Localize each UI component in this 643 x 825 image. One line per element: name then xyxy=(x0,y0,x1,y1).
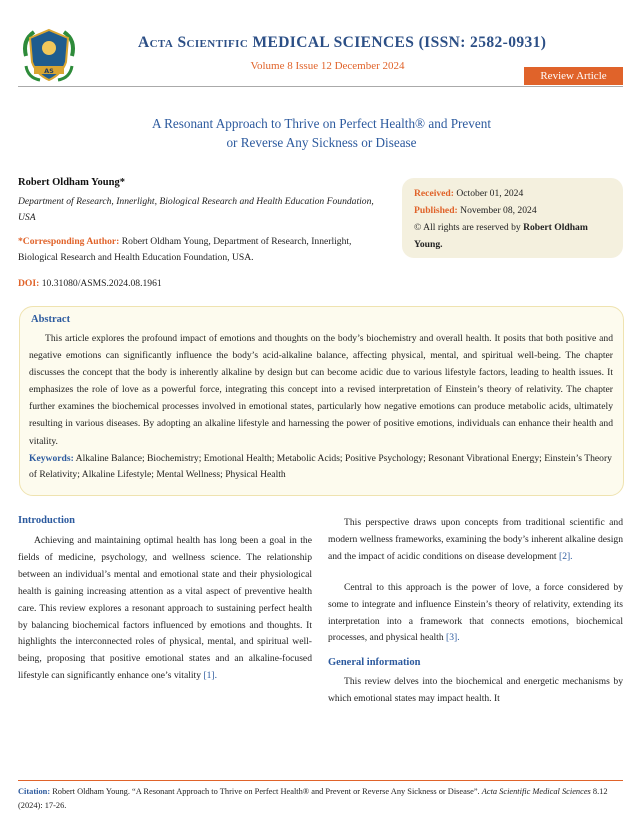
left-column xyxy=(18,515,312,685)
right-column xyxy=(328,515,623,708)
logo-text: AS xyxy=(44,67,54,75)
doi-label: DOI: xyxy=(18,278,40,289)
article-title xyxy=(60,114,583,152)
citation-journal: Acta Scientific Medical Sciences xyxy=(481,787,591,796)
author-name: Robert Oldham Young* xyxy=(18,177,125,188)
author-affiliation: Department of Research, Innerlight, Biological Research and Health Education Foundation, USA xyxy=(18,196,374,223)
general-information-heading: General information xyxy=(328,657,421,669)
rights-end: . xyxy=(440,239,443,250)
right-paragraph-2 xyxy=(328,580,623,648)
keywords xyxy=(29,451,613,483)
dates-box xyxy=(402,178,623,258)
received-label: Received: xyxy=(414,188,454,199)
rights-holder: Robert Oldham Young xyxy=(414,222,588,250)
right-paragraph-1 xyxy=(328,515,623,566)
reference-link-1[interactable]: [1]. xyxy=(203,670,218,682)
corresponding-text: Robert Oldham Young, Department of Research, Innerlight, Biological Research and Health Education Foundation, USA. xyxy=(18,236,352,263)
published-date: November 08, 2024 xyxy=(460,205,537,216)
journal-logo xyxy=(18,26,80,84)
rights-text: © All rights are reserved by xyxy=(414,222,521,233)
general-information-paragraph: This review delves into the biochemical and energetic mechanisms by which emotional states may impact health. It xyxy=(328,676,623,705)
published-label: Published: xyxy=(414,205,458,216)
right-text-1: This perspective draws upon concepts from traditional scientific and modern wellness frameworks, examining the body’s inherent alkaline design and the impact of acidic conditions on disease development xyxy=(328,517,623,562)
footer-divider xyxy=(18,780,623,781)
volume-issue: Volume 8 Issue 12 December 2024 xyxy=(250,60,405,72)
introduction-heading: Introduction xyxy=(18,515,75,526)
reference-link-3[interactable]: [3]. xyxy=(446,632,460,644)
right-text-2: Central to this approach is the power of love, a force considered by some to integrate and influence Einstein’s theory of relativity, extending its interpretation into a framework that connects emotions, biochemical processes, and physical health xyxy=(328,581,623,644)
corresponding-label: *Corresponding Author: xyxy=(18,236,120,247)
doi-value[interactable]: 10.31080/ASMS.2024.08.1961 xyxy=(41,278,162,289)
received-line xyxy=(414,185,614,202)
abstract-heading: Abstract xyxy=(31,314,71,325)
citation xyxy=(18,785,618,813)
citation-text: Robert Oldham Young. “A Resonant Approach to Thrive on Perfect Health® and Prevent or Reverse Any Sickness or Disease”. xyxy=(52,787,480,796)
received-date: October 01, 2024 xyxy=(456,188,524,199)
title-line-2: or Reverse Any Sickness or Disease xyxy=(226,135,417,150)
corresponding-author xyxy=(18,234,378,266)
journal-title: Acta Scientific MEDICAL SCIENCES (ISSN: 2582-0931) xyxy=(138,34,547,51)
article-type-badge: Review Article xyxy=(524,67,623,85)
keywords-text: Alkaline Balance; Biochemistry; Emotional Health; Metabolic Acids; Positive Psychology; Resonant Vibrational Energy; Einstein’s Theory of Relativity; Alkaline Lifestyle; Mental Wellness; Physical Health xyxy=(29,453,612,480)
introduction-paragraph xyxy=(18,533,312,685)
reference-link-2[interactable]: [2]. xyxy=(559,550,573,562)
abstract-text: This article explores the profound impact of emotions and thoughts on the body’s biochemistry and overall health. It posits that both positive and negative emotions can significantly influence the body’s acid-alkaline balance, affecting physical, mental, and spiritual well-being. The chapter discusses the concept that the body is inherently alkaline by design but can become acidic due to various lifestyle factors, leading to health issues. It emphasizes the role of love as a powerful force, integrating this concept into a revised interpretation of Einstein’s theory of relativity. The chapter further examines the biochemical processes involved in emotional states, particularly how negative emotions can produce metabolic acids, ultimately resulting in various diseases. By adopting an alkaline lifestyle and harnessing the power of positive emotions, individuals can enhance their health and vitality. xyxy=(29,333,613,447)
header-divider xyxy=(18,86,623,87)
rights-line xyxy=(414,219,614,253)
published-line xyxy=(414,202,614,219)
intro-text: Achieving and maintaining optimal health has long been a goal in the fields of medicine, psychology, and wellness science. The relationship between an individual’s mental and emotional state and their physiological health is gaining increasing attention as a vital aspect of preventive health care. This review explores a resonant approach to sustaining perfect health by balancing biochemical factors influenced by emotions and thoughts. It highlights the interconnected roles of physical, mental, and spiritual well-being, proposing that positive emotional states and an alkaline-focused lifestyle can significantly enhance one’s vitality xyxy=(18,535,312,682)
citation-end: 8.12 (2024): 17-26. xyxy=(18,787,608,810)
doi xyxy=(18,278,162,289)
citation-label: Citation: xyxy=(18,787,51,796)
title-line-1: A Resonant Approach to Thrive on Perfect Health® and Prevent xyxy=(151,116,491,131)
keywords-label: Keywords: xyxy=(29,453,74,464)
